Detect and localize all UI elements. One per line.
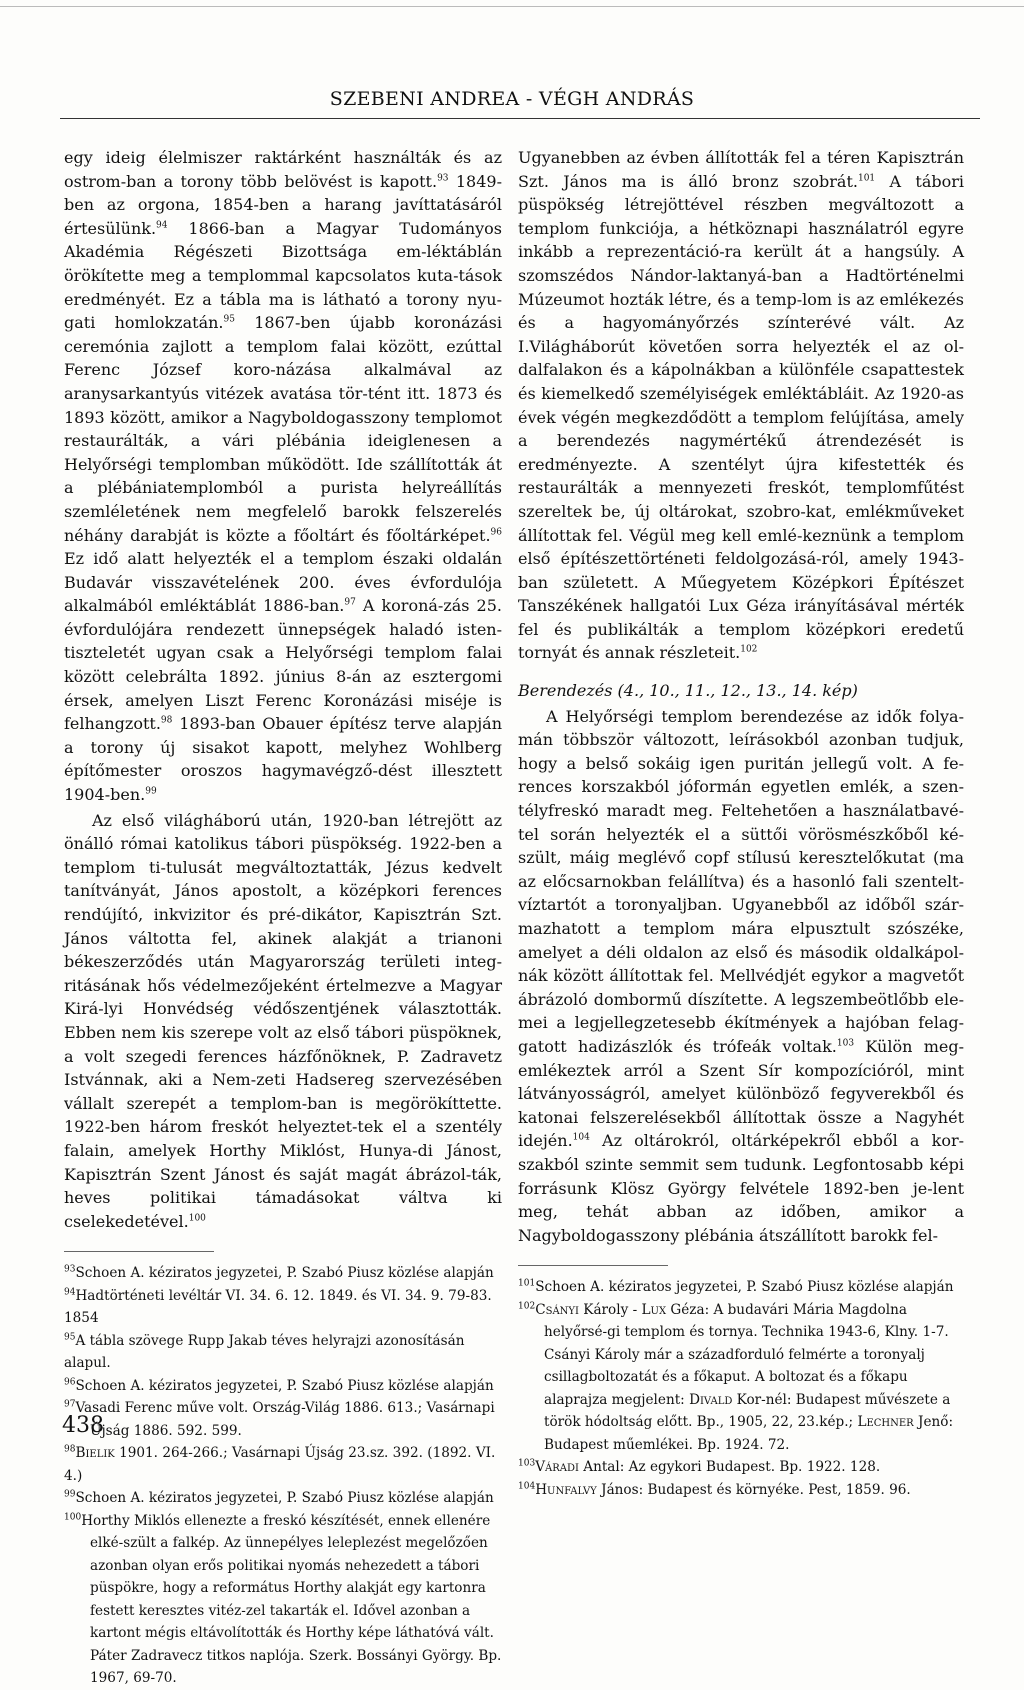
footnote-ref: 103 (836, 1038, 855, 1049)
footnote: $^{96}$Schoen A. kéziratos jegyzetei, P. Szabó Piusz közlése alapján (64, 1377, 494, 1394)
footnote-ref: 98 (160, 715, 173, 726)
footnote: $^{93}$Schoen A. kéziratos jegyzetei, P. Szabó Piusz közlése alapján (64, 1264, 494, 1282)
paragraph: A Helyőrségi templom berendezése az idők folya-mán többször változott, leírásokból azonban tudjuk, hogy a belső sokáig igen puritán jellegű volt. A fe-rences korszakból jóformán egyetlen emlék, a szen-télyfreskó maradt meg. Feltehetően a használatbavé-tel során helyezték el a süttői vörösmészkőből ké-szült, máig meglévő copf stílusú keresztelőkutat (ma az előcsarnokban felállítva) és a hasonló fali szentelt-víztartót a toronyaljban. Ugyanebből az időből szár-mazhatott a templom mára elpusztult szószéke, amelyet a déli oldalon az első és második oldalkápol-nák között állítottak fel. Mellvédjét egykor a magvetőt ábrázoló dombormű díszítette. A legszembeötlőbb ele-mei a legjellegzetesebb ékítmények a hajóban felag-gatott hadizászlók és trófeák voltak.$^{103}$ Külön meg-emlékeztek arról a Szent Sír kompozícióról, mint látványosságról, amelyet különböző fegyverekből és katonai felszerelésekből állítottak össze a Nagyhét idején.$^{104}$ Az oltárokról, oltárképekről ebből a kor-szakból szinte semmit sem tudunk. Legfontosabb képi forrásunk Klösz György felvétele 1892-ben je-lent meg, tehát abban az időben, amikor a Nagyboldogasszony plébánia átszállított barokk fel- (518, 706, 965, 1245)
footnote: $^{104}$Hunfalvy János: Budapest és környéke. Pest, 1859. 96. (518, 1481, 911, 1498)
left-column (64, 146, 502, 1690)
footnote: $^{95}$A tábla szövege Rupp Jakab téves helyrajzi azonosításán alapul. (64, 1332, 465, 1372)
footnote-ref: 97 (344, 597, 356, 608)
footnote-ref: 96 (490, 527, 502, 538)
paragraph: egy ideig élelmiszer raktárként használták és az ostrom-ban a torony több belövést is kapott.$^{93}$ 1849-ben az orgona, 1854-ben a harang javíttatásáról értesülünk.$^{94}$ 1866-ban a Magyar Tudományos Akadémia Régészeti Bizottsága em-léktáblán örökítette meg a templommal kapcsolatos kuta-tások eredményét. Ez a tábla ma is látható a torony nyu-gati homlokzatán.$^{95}$ 1867-ben újabb koronázási ceremónia zajlott a templom falai között, ezúttal Ferenc József koro-názása alkalmával az aranysarkantyús vitézek avatása tör-tént itt. 1873 és 1893 között, amikor a Nagyboldogasszony templomot restaurálták, a vári plébánia ideiglenesen a Helyőrségi templomban működött. Ide szállították át a plébániatemplomból a purista helyreállítás szemléletének nem megfelelő barokk felszerelés néhány darabját is közte a főoltárt és főoltárképet.$^{96}$ Ez idő alatt helyezték el a templom északi oldalán Budavár visszavételének 200. éves évfordulója alkalmából emléktáblát 1886-ban.$^{97}$ A koroná-zás 25. évfordulójára rendezett ünnepségek haladó isten-tiszteletét ugyan csak a Helyőrségi templom falai között celebrálta 1892. június 8-án az esztergomi érsek, amelyen Liszt Ferenc Koronázási miséje is felhangzott.$^{98}$ 1893-ban Obauer építész terve alapján a torony új sisakot kapott, melyhez Wohlberg építőmester oroszos hagymavégző-dést illesztett 1904-ben.$^{99}$ (64, 148, 503, 805)
right-column (518, 146, 964, 1501)
footnote: $^{94}$Hadtörténeti levéltár VI. 34. 6. 12. 1849. és VI. 34. 9. 79-83. 1854 (64, 1287, 492, 1327)
footnote: $^{97}$Vasadi Ferenc műve volt. Ország-Világ 1886. 613.; Vasárnapi Újság 1886. 592. 599. (64, 1399, 495, 1439)
section-heading: Berendezés (4., 10., 11., 12., 13., 14. kép) (518, 681, 858, 701)
footnote-ref: 101 (857, 173, 876, 184)
footnote-ref: 102 (740, 645, 758, 656)
running-header: SZEBENI ANDREA - VÉGH ANDRÁS (329, 88, 695, 110)
footnote: $^{103}$Váradi Antal: Az egykori Budapest. Bp. 1922. 128. (518, 1458, 881, 1476)
footnote: $^{102}$Csányi Károly - Lux Géza: A budavári Mária Magdolna helyőrsé-gi templom és tornya. Technika 1943-6, Klny. 1-7. Csányi Károly már a századforduló felmérte a toronyalj csillagboltozatát és a főkaput. A boltozat és a főkapu alaprajza megjelent: Divald Kor-nél: Budapest művészete a török hódoltság előtt. Bp., 1905, 22, 23.kép.; Lechner Jenő: Budapest műemlékei. Bp. 1924. 72. (518, 1301, 954, 1453)
footnotes-right (518, 1276, 964, 1501)
top-edge-line (0, 6, 1024, 7)
footnote-ref: 104 (572, 1133, 590, 1144)
footnote: $^{99}$Schoen A. kéziratos jegyzetei, P. Szabó Piusz közlése alapján (64, 1489, 494, 1507)
paragraph: Ugyanebben az évben állították fel a téren Kapisztrán Szt. János ma is álló bronz szobrát.$^{101}$ A tábori püspökség létrejöttével részben megváltozott a templom funkciója, a hétköznapi használatról egyre inkább a reprezentáció-ra került át a hangsúly. A szomszédos Nándor-laktanyá-ban a Hadtörténelmi Múzeumot hozták létre, és a temp-lom is az emlékezés és a hagyományőrzés színterévé vált. Az I.Világháborút követően sorra helyezték el az ol-dalfalakon és a kápolnákban a különféle csapattestek és kiemelkedő személyiségek emléktábláit. Az 1920-as évek végén megkezdődött a templom felújítása, amely a berendezés nagymértékű átrendezését is eredményezte. A szentélyt újra kifestették és restaurálták a mennyezeti freskót, templomfűtést szereltek be, új oltárokat, szobro-kat, emlékműveket állítottak fel. Végül meg kell emlé-keznünk a templom első építészettörténeti feldolgozásá-ról, amely 1943-ban született. A Műegyetem Középkori Építészet Tanszékének hallgatói Lux Géza irányításával mérték fel és publikálták a templom középkori eredetű tornyát és annak részleteit.$^{102}$ (518, 148, 964, 663)
header-rule (60, 118, 980, 119)
footnote-ref: 95 (223, 314, 235, 325)
footnote-ref: 94 (156, 220, 168, 231)
footnote: $^{101}$Schoen A. kéziratos jegyzetei, P. Szabó Piusz közlése alapján (518, 1278, 954, 1296)
footnote-separator (64, 1251, 214, 1252)
footnote-ref: 93 (437, 173, 449, 184)
footnote: $^{98}$Bielik 1901. 264-266.; Vasárnapi Újság 23.sz. 392. (1892. VI. 4.) (64, 1444, 496, 1484)
footnote: $^{100}$Horthy Miklós ellenezte a freskó készítését, ennek ellenére elké-szült a falkép. Az ünnepélyes leleplezést megelőzően azonban olyan erős politikai nyomás nehezedett a tábori püspökre, hogy a református Horthy alakját egy kartonra festett keresztes vitéz-zel takarták el. Idővel azonban a kartont mégis eltávolították és Horthy képe láthatóvá vált. Páter Zadravecz titkos naplója. Szerk. Bossányi György. Bp. 1967, 69-70. (64, 1512, 502, 1687)
footnotes-left (64, 1262, 502, 1690)
paragraph: Az első világháború után, 1920-ban létrejött az önálló római katolikus tábori püspökség. 1922-ben a templom ti-tulusát megváltoztatták, Jézus kedvelt tanítványát, János apostolt, a középkori ferences rendújító, inkvizitor és pré-dikátor, Kapisztrán Szt. János váltotta fel, akinek alakját a trianoni békeszerződés után Magyarország területi integ-ritásának hős védelmezőjeként értelmezve a Magyar Kirá-lyi Honvédség védőszentjének választották. Ebben nem kis szerepe volt az első tábori püspöknek, a volt szegedi ferences házfőnöknek, P. Zadravetz Istvánnak, aki a Nem-zeti Hadsereg szervezésében vállalt szerepét a templom-ban is megörökíttette. 1922-ben három freskót helyeztet-tek el a szentély falain, amelyek Horthy Miklóst, Hunya-di Jánost, Kapisztrán Szent Jánost és saját magát ábrázol-ták, heves politikai támadásokat váltva ki cselekedetével.$^{100}$ (64, 810, 502, 1231)
page-number: 438 (62, 1413, 104, 1438)
footnote-separator (518, 1265, 668, 1266)
footnote-ref: 100 (188, 1213, 206, 1224)
footnote-ref: 99 (145, 786, 157, 797)
